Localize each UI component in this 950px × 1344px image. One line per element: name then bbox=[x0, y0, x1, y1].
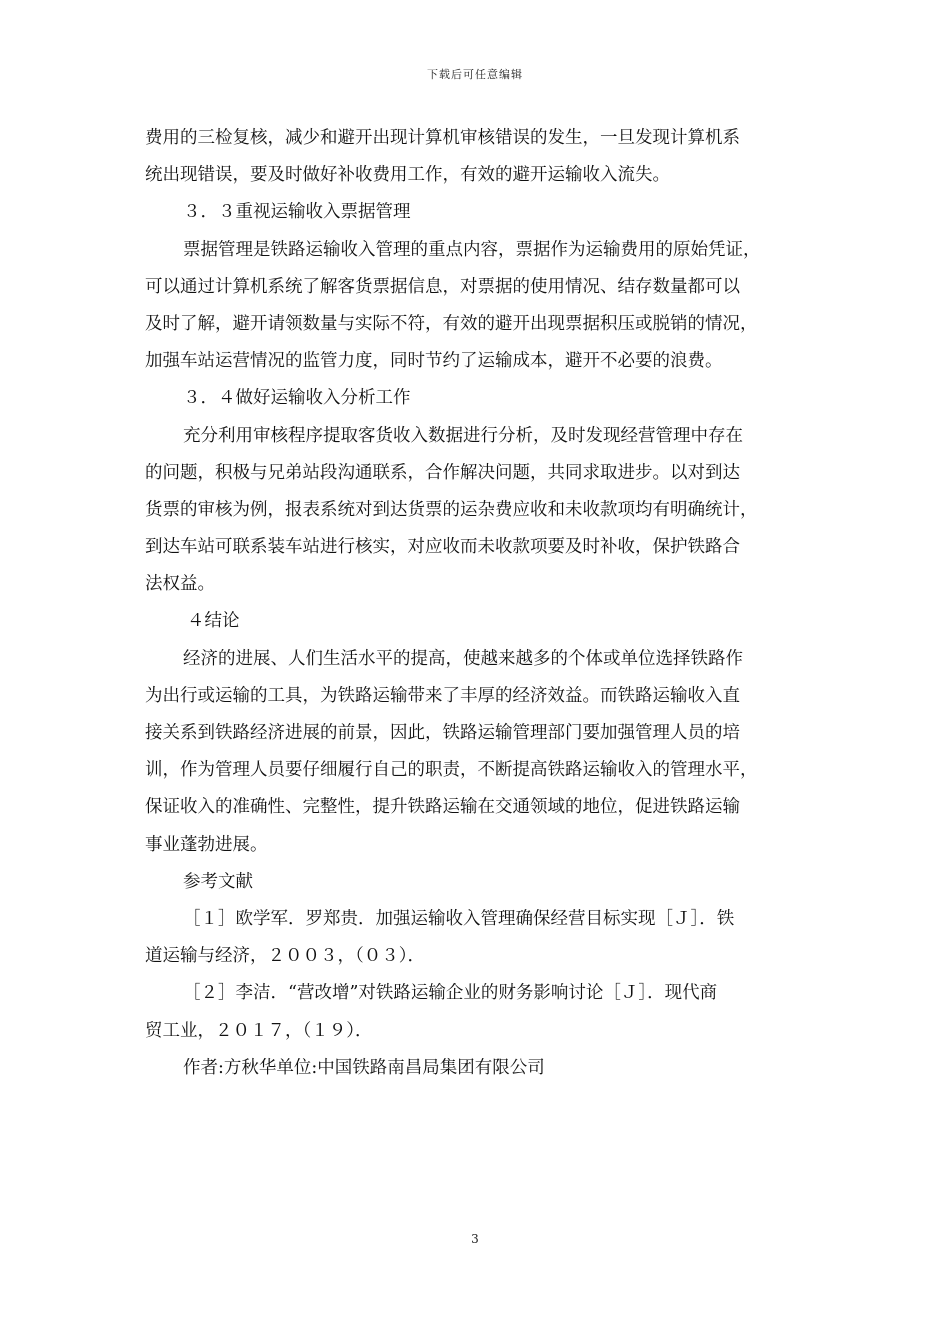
paragraph-line: 加强车站运营情况的监管力度，同时节约了运输成本，避开不必要的浪费。 bbox=[145, 351, 723, 372]
paragraph-line: 保证收入的准确性、完整性，提升铁路运输在交通领域的地位，促进铁路运输 bbox=[145, 797, 740, 818]
paragraph-line: 的问题，积极与兄弟站段沟通联系，合作解决问题，共同求取进步。以对到达 bbox=[145, 462, 740, 483]
paragraph-line: 训，作为管理人员要仔细履行自己的职责，不断提高铁路运输收入的管理水平， bbox=[145, 760, 758, 781]
reference-entry: 贸工业，２０１７，（１９）． bbox=[145, 1020, 373, 1041]
paragraph-line: 为出行或运输的工具，为铁路运输带来了丰厚的经济效益。而铁路运输收入直 bbox=[145, 685, 740, 706]
paragraph-line: 到达车站可联系装车站进行核实，对应收而未收款项要及时补收，保护铁路合 bbox=[145, 537, 740, 558]
reference-entry: ［２］李洁．“营改增”对铁路运输企业的财务影响讨论［Ｊ］．现代商 bbox=[183, 983, 718, 1004]
section-heading: ３．３重视运输收入票据管理 bbox=[183, 202, 411, 223]
paragraph-line: 接关系到铁路经济进展的前景，因此，铁路运输管理部门要加强管理人员的培 bbox=[145, 723, 740, 743]
paragraph-line: 统出现错误，要及时做好补收费用工作，有效的避开运输收入流失。 bbox=[145, 165, 670, 186]
references-heading: 参考文献 bbox=[183, 871, 253, 892]
document-body bbox=[145, 120, 809, 1087]
paragraph-line: 费用的三检复核，减少和避开出现计算机审核错误的发生，一旦发现计算机系 bbox=[145, 128, 740, 148]
paragraph-line: 可以通过计算机系统了解客货票据信息，对票据的使用情况、结存数量都可以 bbox=[145, 276, 740, 297]
paragraph-line: 经济的进展、人们生活水平的提高，使越来越多的个体或单位选择铁路作 bbox=[183, 648, 743, 669]
reference-entry: 道运输与经济，２００３，（０３）． bbox=[145, 946, 425, 967]
paragraph-line: 及时了解，避开请领数量与实际不符，有效的避开出现票据积压或脱销的情况， bbox=[145, 313, 758, 334]
reference-entry: ［１］欧学军．罗郑贵．加强运输收入管理确保经营目标实现［Ｊ］．铁 bbox=[183, 908, 735, 929]
paragraph-line: 货票的审核为例，报表系统对到达货票的运杂费应收和未收款项均有明确统计， bbox=[145, 499, 758, 520]
paragraph-line: 法权益。 bbox=[145, 574, 215, 595]
paragraph-line: 票据管理是铁路运输收入管理的重点内容，票据作为运输费用的原始凭证， bbox=[183, 239, 761, 260]
page-header-note: 下载后可任意编辑 bbox=[427, 68, 523, 81]
author-info: 作者:方秋华单位:中国铁路南昌局集团有限公司 bbox=[183, 1057, 545, 1078]
page-number: 3 bbox=[471, 1232, 479, 1246]
paragraph-line: 充分利用审核程序提取客货收入数据进行分析，及时发现经营管理中存在 bbox=[183, 425, 743, 446]
section-heading: ３．４做好运输收入分析工作 bbox=[183, 388, 411, 409]
section-heading: ４结论 bbox=[187, 611, 240, 632]
paragraph-line: 事业蓬勃进展。 bbox=[145, 834, 268, 855]
